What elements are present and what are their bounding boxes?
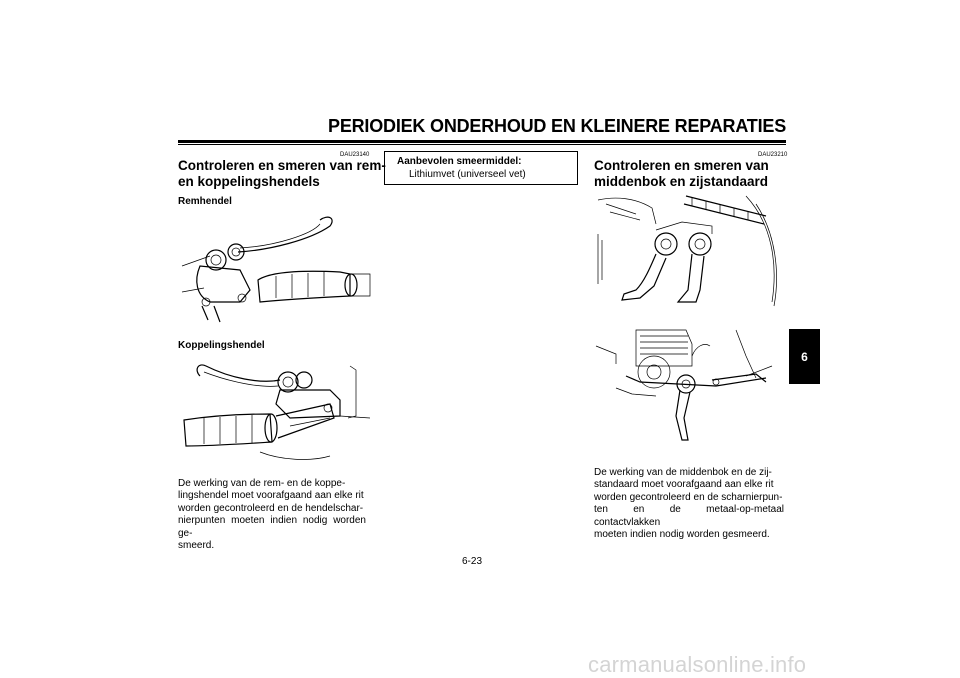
brake-lever-illustration	[180, 210, 380, 328]
lubricant-value: Lithiumvet (universeel vet)	[409, 169, 526, 180]
clutch-lever-label: Koppelingshendel	[178, 340, 265, 351]
paragraph-line: moeten indien nodig worden gesmeerd.	[594, 529, 770, 541]
section-heading-stands	[594, 158, 769, 190]
title-rule	[178, 140, 786, 143]
paragraph-line: worden gecontroleerd en de scharnierpun-	[594, 491, 783, 503]
paragraph-line: De werking van de rem- en de koppe-	[178, 478, 346, 489]
section-code-left: DAU23140	[340, 152, 370, 158]
heading-line: en koppelingshendels	[178, 174, 320, 189]
paragraph-line: smeerd.	[178, 540, 215, 552]
levers-paragraph	[178, 478, 366, 552]
clutch-lever-illustration	[180, 356, 380, 470]
page-number: 6-23	[462, 556, 483, 567]
paragraph-line: ten en de metaal-op-metaal contactvlakken	[594, 504, 784, 528]
page-title: PERIODIEK ONDERHOUD EN KLEINERE REPARATIES	[328, 116, 786, 136]
paragraph-line: De werking van de middenbok en de zij-	[594, 467, 772, 478]
chapter-tab: 6	[789, 329, 820, 384]
section-heading-levers	[178, 158, 386, 190]
watermark: carmanualsonline.info	[588, 652, 807, 677]
paragraph-line: worden gecontroleerd en de hendelschar-	[178, 502, 364, 514]
sidestand-illustration	[596, 326, 782, 446]
lubricant-note-box	[384, 151, 578, 185]
heading-line: Controleren en smeren van	[594, 158, 769, 173]
stands-paragraph	[594, 467, 784, 541]
title-rule-thin	[178, 144, 786, 145]
heading-line: Controleren en smeren van rem-	[178, 158, 386, 173]
section-code-right: DAU23210	[758, 152, 788, 158]
centerstand-illustration	[596, 194, 782, 312]
paragraph-line: standaard moet voorafgaand aan elke rit	[594, 479, 774, 491]
paragraph-line: lingshendel moet voorafgaand aan elke rit	[178, 490, 364, 502]
heading-line: middenbok en zijstandaard	[594, 174, 769, 189]
lubricant-label: Aanbevolen smeermiddel:	[397, 156, 522, 167]
paragraph-line: nierpunten moeten indien nodig worden ge-	[178, 515, 366, 539]
brake-lever-label: Remhendel	[178, 196, 232, 207]
